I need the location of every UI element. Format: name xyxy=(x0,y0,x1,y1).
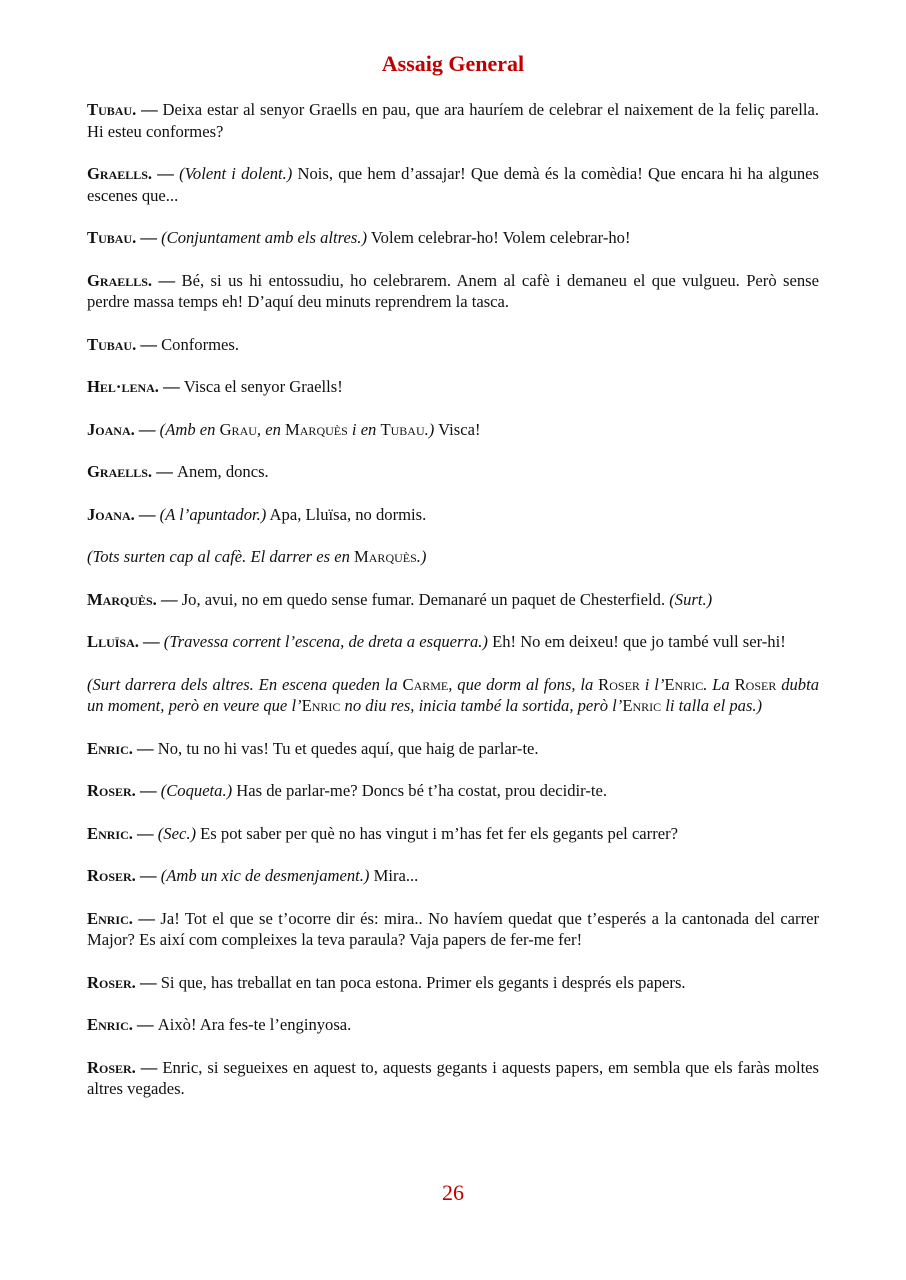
speaker-name: Roser. xyxy=(87,972,136,992)
dialogue-text: Ja! Tot el que se t’ocorre dir és: mira.. No havíem quedat que t’esperés a la cantonada del carrer Major? Es així com compleixes la teva paraula? Vaja papers de fer-me fer! xyxy=(87,908,819,949)
dialogue-paragraph: Tubau. — Deixa estar al senyor Graells en pau, que ara hauríem de celebrar el naixement de la feliç parella. Hi esteu conformes? xyxy=(87,100,819,141)
speaker-name: Roser. xyxy=(87,866,136,885)
character-name: Roser xyxy=(734,674,777,694)
dialogue-paragraph: Enric. — Això! Ara fes-te l’enginyosa. xyxy=(87,1015,352,1034)
character-name: Enric xyxy=(664,674,704,694)
speaker-name: Hel·lena. xyxy=(87,377,159,396)
dialogue-paragraph: Hel·lena. — Visca el senyor Graells! xyxy=(87,377,343,396)
dialogue-paragraph: Tubau. — Conformes. xyxy=(87,334,239,354)
dialogue-text: Has de parlar-me? Doncs bé t’ha costat, prou decidir-te. xyxy=(232,781,607,800)
speaker-name: Enric. xyxy=(87,738,133,758)
speaker-name: Enric. xyxy=(87,908,133,928)
character-name: Marquès xyxy=(354,547,417,566)
dialogue-text: Visca el senyor Graells! xyxy=(183,377,343,396)
stage-direction: (A l’apuntador.) xyxy=(159,504,267,524)
dialogue-paragraph: Enric. — (Sec.) Es pot saber per què no has vingut i m’has fet fer els gegants pel carrer? xyxy=(87,823,678,843)
dialogue-paragraph: Enric. — Ja! Tot el que se t’ocorre dir és: mira.. No havíem quedat que t’esperés a la cantonada del carrer Major? Es així com compleixes la teva paraula? Vaja papers de fer-me fer! xyxy=(87,908,819,949)
stage-direction: (Amb en Grau, en Marquès i en Tubau.) xyxy=(159,419,435,439)
stage-direction: (Amb un xic de desmenjament.) xyxy=(160,866,370,885)
speaker-name: Tubau. xyxy=(87,228,137,247)
stage-direction: (Volent i dolent.) xyxy=(179,164,293,183)
dialogue-text: Això! Ara fes-te l’enginyosa. xyxy=(157,1015,352,1034)
dialogue-paragraph: Roser. — Si que, has treballat en tan poca estona. Primer els gegants i després els papers. xyxy=(87,972,686,992)
character-name: Tubau xyxy=(380,419,425,439)
speaker-name: Joana. xyxy=(87,504,135,524)
character-name: Enric xyxy=(301,696,341,715)
script-body xyxy=(87,99,819,1121)
speaker-name: Roser. xyxy=(87,1057,136,1077)
dialogue-paragraph: Lluïsa. — (Travessa corrent l’escena, de dreta a esquerra.) Eh! No em deixeu! que jo també vull ser-hi! xyxy=(87,632,786,651)
stage-direction: (Conjuntament amb els altres.) xyxy=(161,228,367,247)
dialogue-paragraph: Graells. — Bé, si us hi entossudiu, ho celebrarem. Anem al cafè i demaneu el que vulgueu. Però sense perdre massa temps eh! D’aquí deu minuts reprendrem la tasca. xyxy=(87,270,819,311)
page-title: Assaig General xyxy=(381,51,525,76)
stage-direction: (Travessa corrent l’escena, de dreta a esquerra.) xyxy=(163,632,488,651)
dialogue-text: Es pot saber per què no has vingut i m’has fet fer els gegants pel carrer? xyxy=(196,823,678,843)
speaker-name: Tubau. xyxy=(87,334,137,354)
speaker-name: Graells. xyxy=(87,270,153,290)
dialogue-paragraph: Roser. — (Amb un xic de desmenjament.) Mira... xyxy=(87,866,419,885)
speaker-name: Lluïsa. xyxy=(87,632,139,651)
speaker-name: Enric. xyxy=(87,823,133,843)
dialogue-text: Volem celebrar-ho! Volem celebrar-ho! xyxy=(366,228,631,247)
stage-direction-paragraph: (Tots surten cap al cafè. El darrer es en Marquès.) xyxy=(87,547,427,566)
dialogue-text: Enric, si segueixes en aquest to, aquests gegants i aquests papers, em sembla que els faràs moltes altres vegades. xyxy=(87,1057,819,1098)
speaker-name: Roser. xyxy=(87,781,136,800)
stage-direction: (Surt.) xyxy=(669,589,713,609)
speaker-name: Tubau. xyxy=(87,100,137,119)
dialogue-paragraph: Graells. — Anem, doncs. xyxy=(87,462,269,481)
dialogue-text: Jo, avui, no em quedo sense fumar. Demanaré un paquet de Chesterfield. xyxy=(181,589,670,609)
character-name: Enric xyxy=(622,696,662,715)
dialogue-paragraph: Enric. — No, tu no hi vas! Tu et quedes aquí, que haig de parlar-te. xyxy=(87,738,539,758)
stage-direction: (Coqueta.) xyxy=(160,781,233,800)
dialogue-text: Conformes. xyxy=(161,334,239,354)
stage-direction: (Sec.) xyxy=(157,823,197,843)
dialogue-paragraph: Tubau. — (Conjuntament amb els altres.) Volem celebrar-ho! Volem celebrar-ho! xyxy=(87,228,631,247)
dialogue-text: Bé, si us hi entossudiu, ho celebrarem. Anem al cafè i demaneu el que vulgueu. Però sense perdre massa temps eh! D’aquí deu minuts reprendrem la tasca. xyxy=(87,270,819,311)
dialogue-text: Deixa estar al senyor Graells en pau, que ara hauríem de celebrar el naixement de la feliç parella. Hi esteu conformes? xyxy=(87,100,819,141)
dialogue-text: Anem, doncs. xyxy=(176,462,269,481)
dialogue-paragraph: Joana. — (Amb en Grau, en Marquès i en Tubau.) Visca! xyxy=(87,419,481,439)
dialogue-paragraph: Roser. — (Coqueta.) Has de parlar-me? Doncs bé t’ha costat, prou decidir-te. xyxy=(87,781,607,800)
page-number: 26 xyxy=(442,1180,464,1205)
dialogue-text: Apa, Lluïsa, no dormis. xyxy=(266,504,427,524)
speaker-name: Joana. xyxy=(87,419,135,439)
dialogue-text: Visca! xyxy=(434,419,481,439)
character-name: Carme xyxy=(402,674,449,694)
character-name: Roser xyxy=(598,674,640,694)
dialogue-paragraph: Marquès. — Jo, avui, no em quedo sense fumar. Demanaré un paquet de Chesterfield. (Surt.) xyxy=(87,589,713,609)
dialogue-text: No, tu no hi vas! Tu et quedes aquí, que haig de parlar-te. xyxy=(157,738,539,758)
dialogue-text: Si que, has treballat en tan poca estona. Primer els gegants i després els papers. xyxy=(160,972,686,992)
character-name: Marquès xyxy=(285,419,348,439)
dialogue-text: Mira... xyxy=(369,866,419,885)
speaker-name: Graells. xyxy=(87,462,153,481)
speaker-name: Enric. xyxy=(87,1015,133,1034)
character-name: Grau xyxy=(219,419,257,439)
dialogue-paragraph: Graells. — (Volent i dolent.) Nois, que hem d’assajar! Que demà és la comèdia! Que encara hi ha algunes escenes que... xyxy=(87,164,820,205)
stage-direction-paragraph: (Surt darrera dels altres. En escena queden la Carme, que dorm al fons, la Roser i l’Enric. La Roser dubta un moment, però en veure que l’Enric no diu res, inicia també la sortida, però l’Enric li talla el pas.) xyxy=(87,674,819,715)
dialogue-paragraph: Roser. — Enric, si segueixes en aquest to, aquests gegants i aquests papers, em sembla que els faràs moltes altres vegades. xyxy=(87,1057,819,1098)
dialogue-text: Nois, que hem d’assajar! Que demà és la comèdia! Que encara hi ha algunes escenes que... xyxy=(87,164,820,205)
speaker-name: Marquès. xyxy=(87,589,157,609)
dialogue-paragraph: Joana. — (A l’apuntador.) Apa, Lluïsa, no dormis. xyxy=(87,504,427,524)
speaker-name: Graells. xyxy=(87,164,153,183)
dialogue-text: Eh! No em deixeu! que jo també vull ser-hi! xyxy=(487,632,786,651)
